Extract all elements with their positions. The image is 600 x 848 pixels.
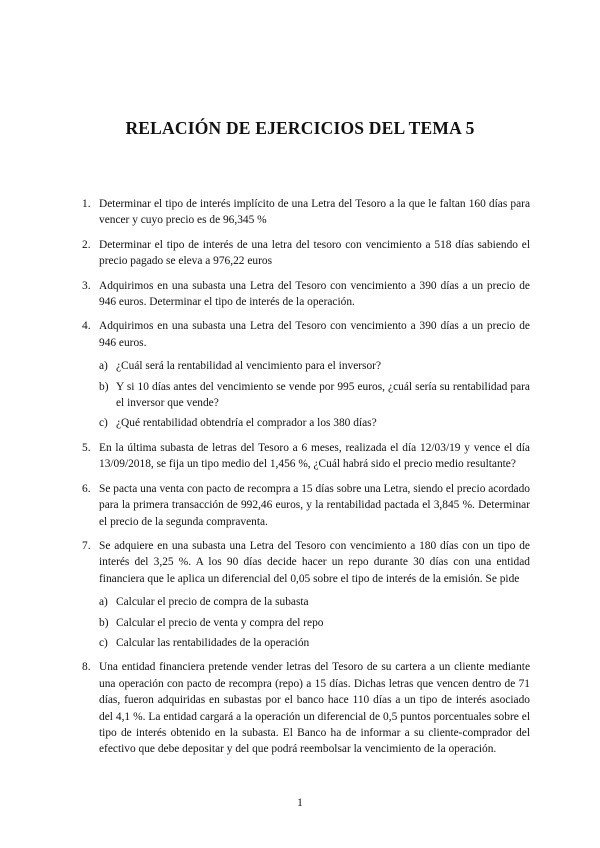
- exercise-number: 8.: [82, 661, 91, 674]
- exercise-text: Determinar el tipo de interés implícito de una Letra del Tesoro a la que le faltan 160 días para vencer y cuyo precio es de 96,345 %: [99, 198, 530, 227]
- subquestion-label: a): [99, 360, 108, 373]
- subquestion-text: ¿Cuál será la rentabilidad al vencimiento para el inversor?: [116, 360, 382, 373]
- exercise-item: [82, 440, 530, 473]
- exercise-list: [82, 196, 530, 766]
- subquestion-text: Calcular el precio de compra de la subasta: [116, 596, 309, 609]
- page-number: 1: [297, 797, 303, 809]
- subquestion-text: ¿Qué rentabilidad obtendría el comprador a los 380 días?: [116, 417, 377, 430]
- subquestion-item: [99, 358, 530, 374]
- subquestion-list: [99, 358, 530, 432]
- exercise-number: 6.: [82, 482, 91, 495]
- subquestion-item: [99, 594, 530, 610]
- subquestion-text: Calcular el precio de venta y compra del repo: [116, 616, 324, 629]
- exercise-number: 7.: [82, 539, 91, 552]
- subquestion-label: c): [99, 636, 108, 649]
- exercise-item: [82, 659, 530, 757]
- subquestion-list: [99, 594, 530, 651]
- exercise-item: [82, 237, 530, 270]
- subquestion-item: [99, 635, 530, 651]
- subquestion-item: [99, 379, 530, 412]
- exercise-number: 3.: [82, 279, 91, 292]
- subquestion-label: b): [99, 380, 109, 393]
- exercise-text: Determinar el tipo de interés de una letra del tesoro con vencimiento a 518 días sabiendo el precio pagado se eleva a 976,22 euros: [99, 238, 530, 268]
- exercise-item: [82, 278, 530, 311]
- exercise-text: Adquirimos en una subasta una Letra del Tesoro con vencimiento a 390 días a un precio de 946 euros. Determinar el tipo de interés de la operación.: [99, 279, 530, 309]
- subquestion-text: Y si 10 días antes del vencimiento se vende por 995 euros, ¿cuál sería su rentabilidad para el inversor que vende?: [116, 380, 530, 410]
- subquestion-label: c): [99, 417, 108, 430]
- exercise-text: En la última subasta de letras del Tesoro a 6 meses, realizada el día 12/03/19 y vence el día 13/09/2018, se fija un tipo medio del 1,456 %, ¿Cuál habrá sido el precio medio resultante?: [99, 441, 530, 471]
- subquestion-item: [99, 415, 530, 431]
- subquestion-label: a): [99, 596, 108, 609]
- subquestion-label: b): [99, 616, 109, 629]
- exercise-text: Se pacta una venta con pacto de recompra a 15 días sobre una Letra, siendo el precio acordado para la primera transacción de 992,46 euros, y la rentabilidad pactada el 3,845 %. Determinar el precio de la segunda compraventa.: [99, 482, 530, 528]
- exercise-text: Adquirimos en una subasta una Letra del Tesoro con vencimiento a 390 días a un precio de 946 euros.: [99, 320, 530, 349]
- exercise-number: 2.: [82, 238, 91, 251]
- exercise-number: 5.: [82, 441, 91, 454]
- exercise-text: Una entidad financiera pretende vender letras del Tesoro de su cartera a un cliente mediante una operación con pacto de recompra (repo) a 15 días. Dichas letras que vencen dentro de 71 días, fueron adquiridas en subastas por el banco hace 110 días a un tipo de interés asociado del 4,1 %. La entidad cargará a la operación un diferencial de 0,5 puntos porcentuales sobre el tipo de interés obtenido en la subasta. El Banco ha de informar a su cliente-comprador del efectivo que debe depositar y del que podrá reembolsar la vencimiento de la operación.: [99, 661, 530, 756]
- subquestion-text: Calcular las rentabilidades de la operación: [116, 636, 310, 649]
- exercise-item: [82, 538, 530, 651]
- subquestion-item: [99, 615, 530, 631]
- exercise-number: 4.: [82, 320, 91, 333]
- exercise-number: 1.: [82, 198, 91, 210]
- exercise-item: [82, 481, 530, 530]
- exercise-item: [82, 196, 530, 229]
- exercise-item: [82, 318, 530, 431]
- page-title: RELACIÓN DE EJERCICIOS DEL TEMA 5: [125, 118, 475, 138]
- exercise-text: Se adquiere en una subasta una Letra del Tesoro con vencimiento a 180 días con un tipo de interés del 3,25 %. A los 90 días decide hacer un repo durante 30 días con una entidad financiera que le aplica un diferencial del 0,05 sobre el tipo de interés de la emisión. Se pide: [99, 539, 530, 585]
